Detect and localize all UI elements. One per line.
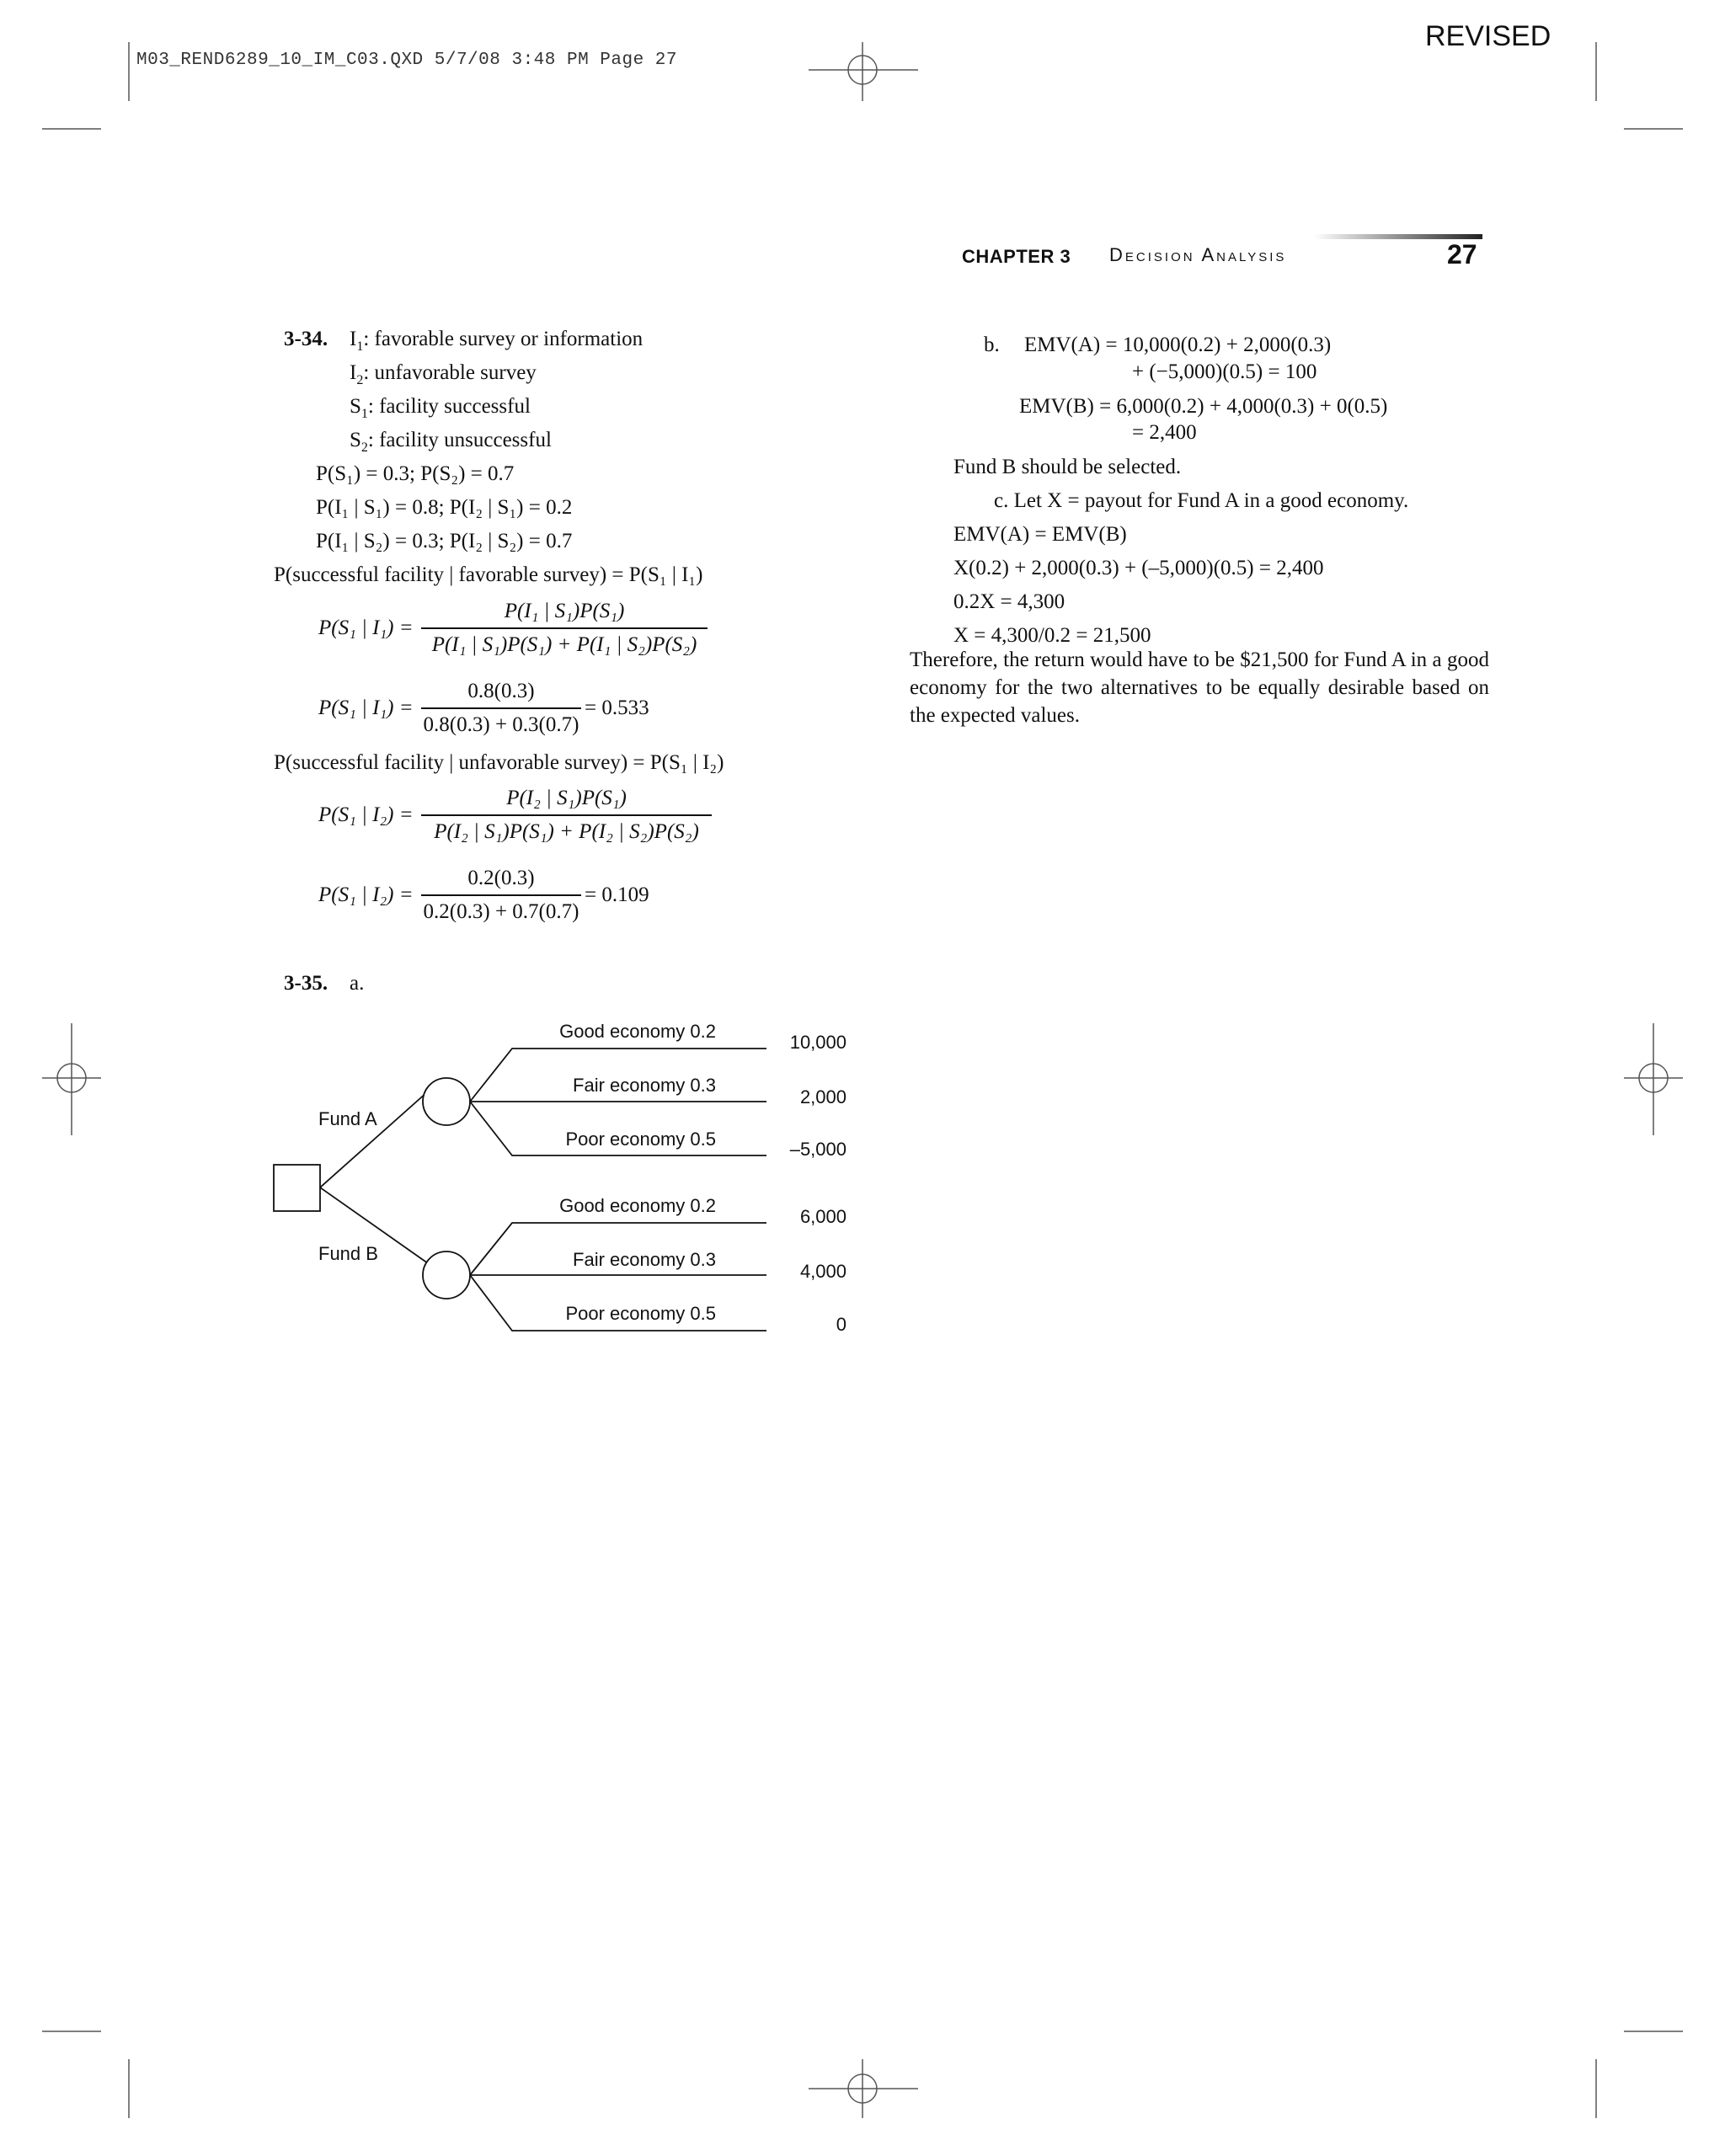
eq1-numerator: P(I₁ | S₁)P(S₁) [504,600,625,622]
branch-label: Fair economy 0.3 [573,1249,716,1270]
eq4-lhs: P(S₁ | I₂) = [318,883,414,906]
chapter-label: CHAPTER 3 [962,246,1071,267]
equation-0-2x: 0.2X = 4,300 [953,590,1065,613]
definition-i2: $I_2$: unfavorable survey [350,361,537,387]
eq1-lhs: P(S₁ | I₁) = [318,616,414,639]
definition-i1: $I_1$: favorable survey or information [350,328,644,354]
branch-label: Fair economy 0.3 [573,1075,716,1096]
eq3-lhs: P(S₁ | I₂) = [318,803,414,826]
payoff-value: 0 [836,1314,846,1335]
payoff-value: 10,000 [789,1032,846,1053]
chance-node-b [423,1251,470,1299]
problem-number-3-35: 3-35. [284,972,328,995]
equation-x-value: X = 4,300/0.2 = 21,500 [953,624,1151,647]
eq3-denominator: P(I₂ | S₁)P(S₁) + P(I₂ | S₂)P(S₂) [434,820,699,843]
part-c-line: c. Let X = payout for Fund A in a good economy. [994,489,1409,512]
statement-favorable: P(successful facility | favorable survey) = P(S₁ | I₁) [274,563,703,586]
decision-node [274,1165,320,1211]
alternative-label-fund-a: Fund A [318,1108,377,1129]
payoff-value: 6,000 [799,1206,846,1227]
branch-label: Poor economy 0.5 [565,1303,716,1324]
alternative-branch-a [320,1091,428,1187]
emv-a-line-1: EMV(A) = 10,000(0.2) + 2,000(0.3) [1024,334,1332,356]
definition-s2: $S_2$: facility unsuccessful [350,429,552,455]
prior-probabilities: P(S₁) = 0.3; P(S₂) = 0.7 [316,462,515,485]
part-b-label: b. [984,334,1000,356]
revised-stamp: REVISED [1425,20,1551,52]
eq2-denominator: 0.8(0.3) + 0.3(0.7) [423,713,579,736]
emv-b-line-2: = 2,400 [1132,421,1197,444]
payoff-value: 2,000 [799,1086,846,1107]
eq2-result: = 0.533 [585,696,649,719]
emv-a-line-2: + (−5,000)(0.5) = 100 [1132,360,1317,383]
eq4-numerator: 0.2(0.3) [467,867,535,889]
emv-b-line-1: EMV(B) = 6,000(0.2) + 4,000(0.3) + 0(0.5) [1019,395,1388,418]
eq2-lhs: P(S₁ | I₁) = [318,696,414,719]
branch-label: Good economy 0.2 [559,1195,716,1216]
conclusion-paragraph: Therefore, the return would have to be $21,500 for Fund A in a good economy for the two alternatives to be equally desirable based on the expected values. [910,648,1489,727]
page-number: 27 [1447,239,1477,270]
alternative-label-fund-b: Fund B [318,1243,378,1264]
branch-label: Poor economy 0.5 [565,1129,716,1150]
eq3-numerator: P(I₂ | S₁)P(S₁) [506,787,627,809]
part-a-label: a. [350,972,365,995]
eq4-denominator: 0.2(0.3) + 0.7(0.7) [423,900,579,923]
equation-x: X(0.2) + 2,000(0.3) + (–5,000)(0.5) = 2,400 [953,557,1324,579]
eq1-denominator: P(I₁ | S₁)P(S₁) + P(I₁ | S₂)P(S₂) [431,633,697,656]
equation-emv-equal: EMV(A) = EMV(B) [953,523,1127,546]
problem-number-3-34: 3-34. [284,328,328,350]
payoff-value: –5,000 [789,1139,846,1160]
branch-label: Good economy 0.2 [559,1021,716,1042]
fund-b-selection: Fund B should be selected. [953,456,1182,478]
chapter-title: Decision Analysis [1109,244,1287,265]
conditional-probabilities-s2: P(I₁ | S₂) = 0.3; P(I₂ | S₂) = 0.7 [316,530,573,552]
definition-s1: $S_1$: facility successful [350,395,531,421]
chance-node-a [423,1078,470,1125]
eq2-numerator: 0.8(0.3) [467,680,535,702]
eq4-result: = 0.109 [585,883,649,906]
conditional-probabilities-s1: P(I₁ | S₁) = 0.8; P(I₂ | S₁) = 0.2 [316,496,573,519]
file-slug: M03_REND6289_10_IM_C03.QXD 5/7/08 3:48 PM Page 27 [136,51,678,70]
statement-unfavorable: P(successful facility | unfavorable survey) = P(S₁ | I₂) [274,751,724,774]
payoff-value: 4,000 [799,1261,846,1282]
